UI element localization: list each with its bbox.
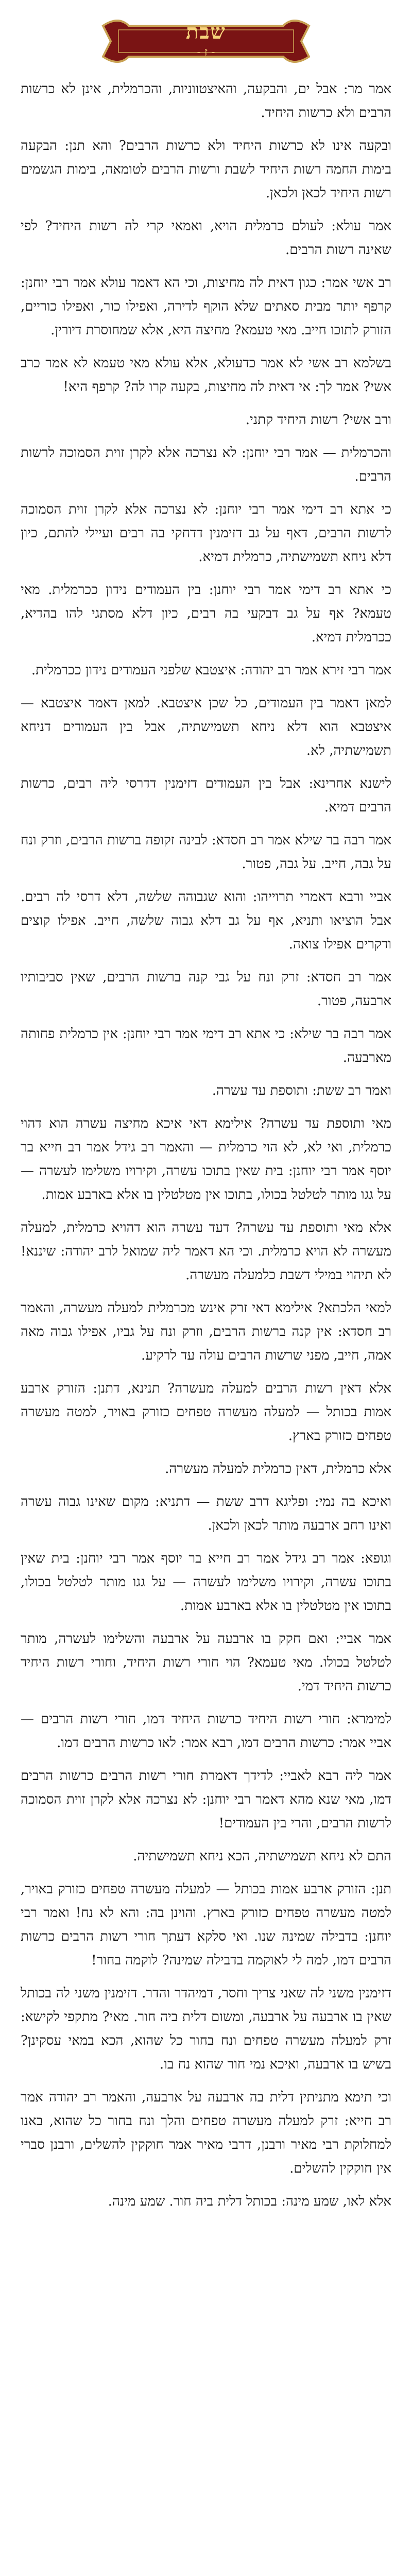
paragraph: דזימנין משני לה שאני צריך וחסר, דמיהדר והדר. דזימנין משני לה בכותל שאין בו ארבעה על ארבעה, ומשום דלית ביה חור. מאי? מתקפי לקישא: זרק למעלה מעשרה טפחים ונח בחור כל שהוא, הכא במאי עסקינן? בשיש בו ארבעה, ואיכא נמי חור שהוא נח בו. <box>21 1986 391 2072</box>
paragraph: למאן דאמר בין העמודים, כל שכן איצטבא. למאן דאמר איצטבא — איצטבא הוא דלא ניחא תשמישתיה, אבל בין העמודים דניחא תשמישתיה, לא. <box>21 696 391 758</box>
paragraph: אלא כרמלית, דאין כרמלית למעלה מעשרה. <box>165 1461 391 1477</box>
paragraph: למימרא: חורי רשות היחיד כרשות היחיד דמו, חורי רשות הרבים — אביי אמר: כרשות הרבים דמו, רבא אמר: לאו כרשות הרבים דמו. <box>21 1711 391 1751</box>
paragraph: לישנא אחרינא: אבל בין העמודים דזימנין דדרסי ליה רבים, כרשות הרבים דמיא. <box>21 776 391 815</box>
paragraph: והכרמלית — אמר רבי יוחנן: לא נצרכה אלא לקרן זוית הסמוכה לרשות הרבים. <box>21 445 391 484</box>
paragraph: כי אתא רב דימי אמר רבי יוחנן: בין העמודים נידון ככרמלית. מאי טעמא? אף על גב דבקעי בה רבים, כיון דלא מסתגי להו בהדיא, ככרמלית דמיא. <box>21 582 391 645</box>
paragraph: אמר רבה בר שילא אמר רב חסדא: לבינה זקופה ברשות הרבים, וזרק ונח על גבה, חייב. על גבה, פטור. <box>21 833 391 872</box>
paragraph: למאי הלכתא? אילימא דאי זרק אינש מכרמלית למעלה מעשרה, והאמר רב חסדא: אין קנה ברשות הרבים, וזרק ונח על גביו, אפילו גבוה מאה אמה, חייב, מפני שרשות הרבים עולה עד לרקיע. <box>21 1300 391 1363</box>
paragraph: אמר רב חסדא: זרק ונח על גבי קנה ברשות הרבים, שאין סביבותיו ארבעה, פטור. <box>21 970 391 1009</box>
paragraph: ובקעה אינו לא כרשות היחיד ולא כרשות הרבים? והא תנן: הבקעה בימות החמה רשות היחיד לשבת ורשות הרבים לטומאה, בימות הגשמים רשות היחיד לכאן ולכאן. <box>21 138 391 201</box>
paragraph: אביי ורבא דאמרי תרוייהו: והוא שגבוהה שלשה, דלא דרסי לה רבים. אבל הוציאו ותניא, אף על גב דלא גבוה שלשה, חייב. אפילו קוצים ודקרים אפילו צואה. <box>21 889 391 952</box>
page-title: שבת <box>186 20 226 44</box>
paragraph: אמר עולא: לעולם כרמלית הויא, ואמאי קרי לה רשות היחיד? לפי שאינה רשות הרבים. <box>21 218 391 258</box>
paragraph: אמר רבי זירא אמר רב יהודה: איצטבא שלפני העמודים נידון ככרמלית. <box>31 663 391 678</box>
paragraph: כי אתא רב דימי אמר רבי יוחנן: לא נצרכה אלא לקרן זוית הסמוכה לרשות הרבים, דאף על גב דזימנין דדחקי בה רבים ועיילי להתם, כיון דלא ניחא תשמישתיה, כרמלית דמיא. <box>21 502 391 565</box>
paragraph: התם לא ניחא תשמישתיה, הכא ניחא תשמישתיה. <box>133 1849 391 1864</box>
paragraph: אלא דאין רשות הרבים למעלה מעשרה? תנינא, דתנן: הזורק ארבע אמות בכותל — למעלה מעשרה טפחים כזורק באויר, למטה מעשרה טפחים כזורק בארץ. <box>21 1381 391 1444</box>
document-body <box>21 77 391 2576</box>
paragraph: ואיכא בה נמי: ופליגא דרב ששת — דתניא: מקום שאינו גבוה עשרה ואינו רחב ארבעה מותר לכאן ולכאן. <box>21 1494 391 1533</box>
paragraph: וכי תימא מתניתין דלית בה ארבעה על ארבעה, והאמר רב יהודה אמר רב חייא: זרק למעלה מעשרה טפחים והלך ונח בחור כל שהוא, באנו למחלוקת רבי מאיר ורבנן, דרבי מאיר אמר חוקקין להשלים, ורבנן סברי אין חוקקין להשלים. <box>21 2090 391 2176</box>
paragraph: מאי ותוספת עד עשרה? אילימא דאי איכא מחיצה עשרה הוא דהוי כרמלית, ואי לא, לא הוי כרמלית — והאמר רב גידל אמר רב חייא בר יוסף אמר רבי יוחנן: בית שאין בתוכו עשרה, וקירויו משלימו לעשרה — על גגו מותר לטלטל בכולו, בתוכו אין מטלטלין בו אלא בארבע אמות. <box>21 1116 391 1202</box>
paragraph: אמר אביי: ואם חקק בו ארבעה על ארבעה והשלימו לעשרה, מותר לטלטל בכולו. מאי טעמא? הוי חורי רשות היחיד, וחורי רשות היחיד כרשות היחיד דמי. <box>21 1631 391 1694</box>
paragraph: אמר מר: אבל ים, והבקעה, והאיצטווניות, והכרמלית, אינן לא כרשות הרבים ולא כרשות היחיד. <box>21 81 391 121</box>
page-number: - ז - <box>197 46 215 59</box>
paragraph: תנן: הזורק ארבע אמות בכותל — למעלה מעשרה טפחים כזורק באויר, למטה מעשרה טפחים כזורק בארץ. והוינן בה: והא לא נח! ואמר רבי יוחנן: בדבילה שמינה שנו. ואי סלקא דעתך חורי רשות הרבים כרשות הרבים דמו, למה לי לאוקמה בדבילה שמינה? לוקמה בחור! <box>21 1882 391 1968</box>
paragraph: וגופא: אמר רב גידל אמר רב חייא בר יוסף אמר רבי יוחנן: בית שאין בתוכו עשרה, וקירויו משלימו לעשרה — על גגו מותר לטלטל בכולו, בתוכו אין מטלטלין בו אלא בארבע אמות. <box>21 1551 391 1614</box>
paragraph: אמר רבה בר שילא: כי אתא רב דימי אמר רבי יוחנן: אין כרמלית פחותה מארבעה. <box>21 1026 391 1065</box>
paragraph: אלא מאי ותוספת עד עשרה? דעד עשרה הוא דהויא כרמלית, למעלה מעשרה לא הויא כרמלית. וכי הא דאמר ליה שמואל לרב יהודה: שיננא! לא תיהוי במילי דשבת כלמעלה מעשרה. <box>21 1220 391 1283</box>
paragraph: אמר ליה רבא לאביי: לדידך דאמרת חורי רשות הרבים כרשות הרבים דמו, מאי שנא מהא דאמר רבי יוחנן: לא נצרכה אלא לקרן זוית הסמוכה לרשות הרבים, והרי בין העמודים! <box>21 1768 391 1831</box>
paragraph: רב אשי אמר: כגון דאית לה מחיצות, וכי הא דאמר עולא אמר רבי יוחנן: קרפף יותר מבית סאתים שלא הוקף לדירה, ואפילו כור, ואפילו כוריים, הזורק לתוכו חייב. מאי טעמא? מחיצה היא, אלא שמחוסרת דיורין. <box>21 275 391 338</box>
paragraph: ורב אשי? רשות היחיד קתני. <box>245 412 391 428</box>
paragraph: ואמר רב ששת: ותוספת עד עשרה. <box>212 1083 391 1098</box>
page-header <box>0 0 412 77</box>
paragraph: אלא לאו, שמע מינה: בכותל דלית ביה חור. שמע מינה. <box>108 2194 391 2209</box>
paragraph: בשלמא רב אשי לא אמר כדעולא, אלא עולא מאי טעמא לא אמר כרב אשי? אמר לך: אי דאית לה מחיצות, בקעה קרו לה? קרפף היא! <box>21 355 391 395</box>
